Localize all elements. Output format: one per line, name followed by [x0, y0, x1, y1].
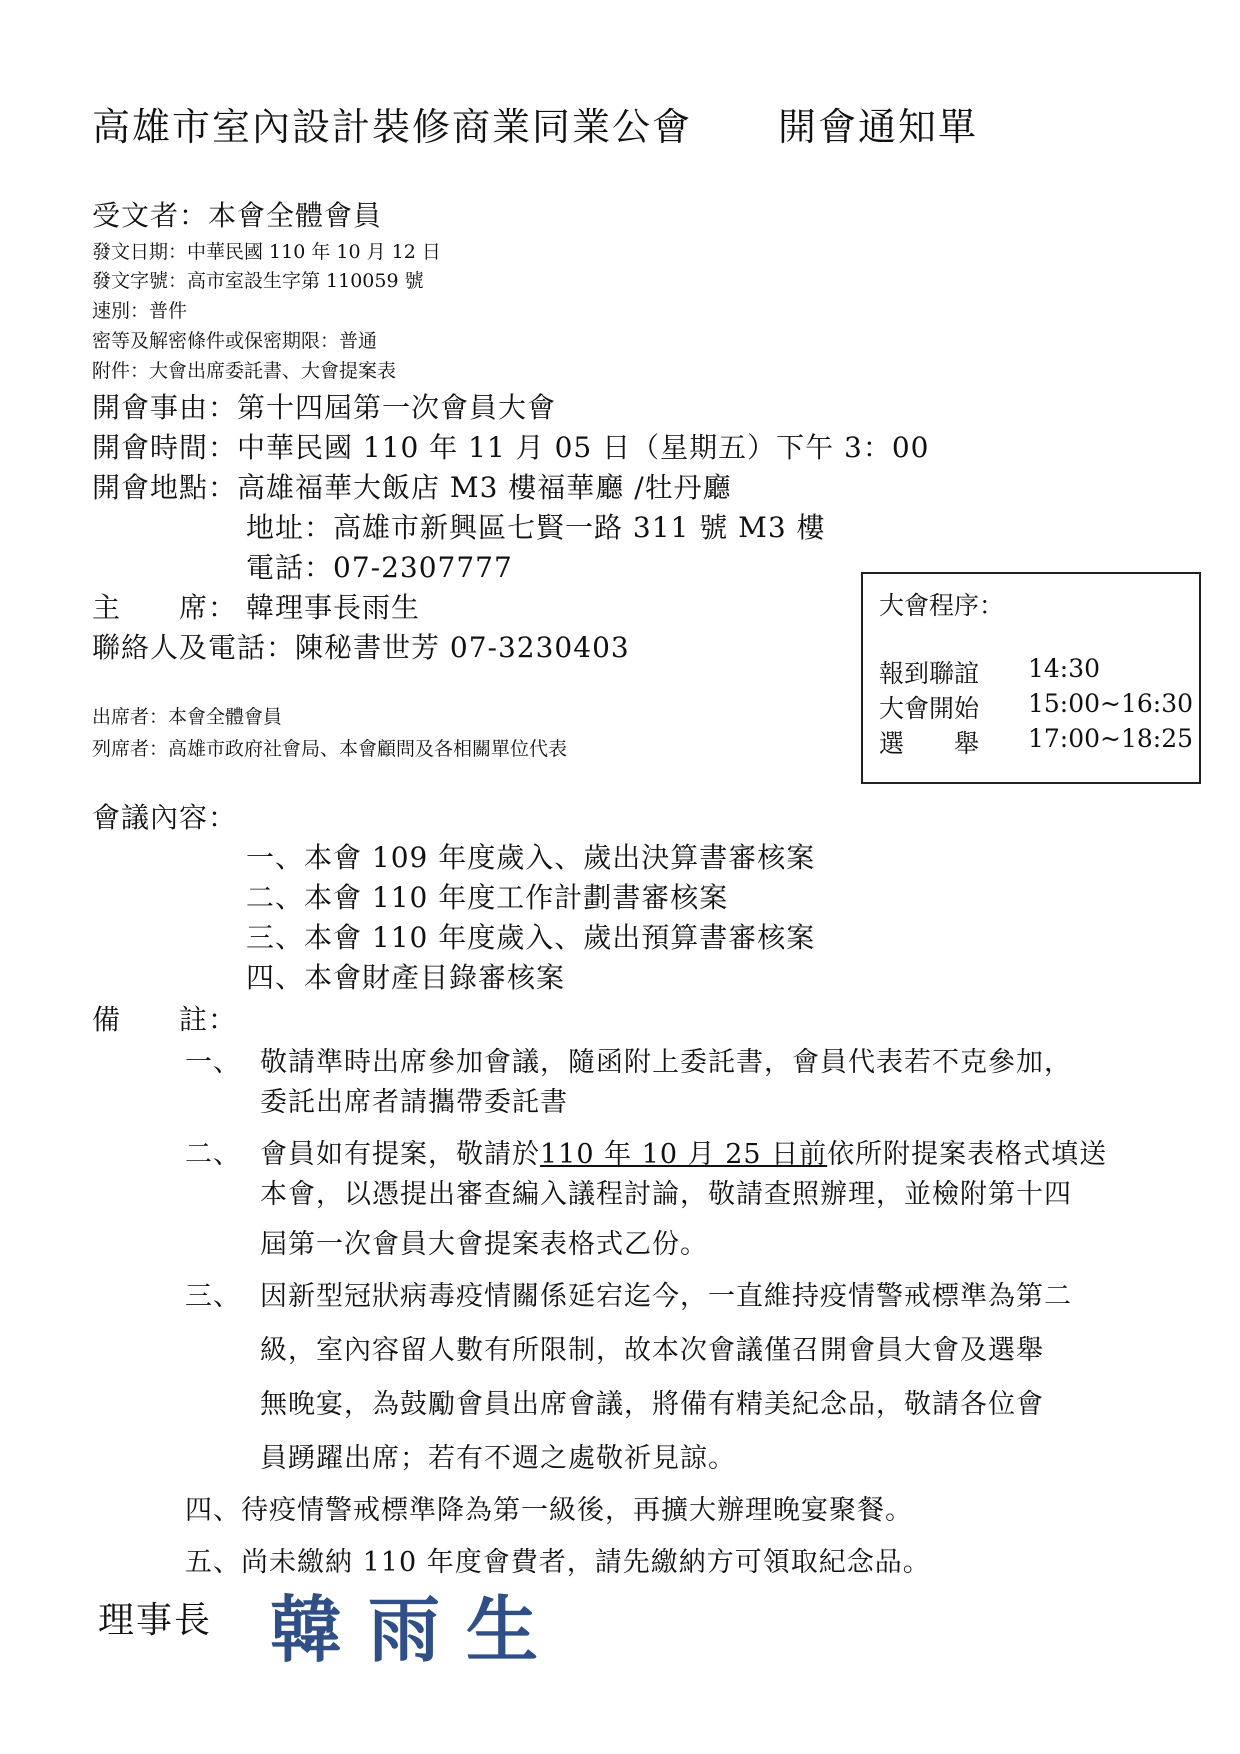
program-item-time: 14:30 — [1028, 654, 1101, 683]
note-line: 員踴躍出席；若有不週之處敬祈見諒。 — [260, 1443, 736, 1474]
meeting-address: 地址：高雄市新興區七賢一路 311 號 M3 樓 — [246, 511, 826, 544]
note-line: 無晚宴，為鼓勵會員出席會議，將備有精美紀念品，敬請各位會 — [260, 1389, 1044, 1420]
program-item-label: 報到聯誼 — [879, 659, 980, 688]
observers: 列席者：高雄市政府社會局、本會顧問及各相關單位代表 — [92, 738, 568, 760]
note-item: 四、待疫情警戒標準降為第一級後，再擴大辦理晚宴聚餐。 — [185, 1495, 913, 1526]
note-line: 屆第一次會員大會提案表格式乙份。 — [260, 1229, 708, 1260]
contact-person: 聯絡人及電話：陳秘書世芳 07-3230403 — [92, 631, 630, 664]
agenda-item: 三、本會 110 年度歲入、歲出預算書審核案 — [246, 921, 816, 954]
recipient: 受文者：本會全體會員 — [92, 199, 383, 232]
organization-name: 高雄市室內設計裝修商業同業公會 — [92, 105, 693, 149]
program-item-label: 大會開始 — [879, 694, 980, 723]
note-number: 二、 — [185, 1139, 241, 1170]
program-item-time: 17:00~18:25 — [1028, 724, 1194, 753]
note-line: 級，室內容留人數有所限制，故本次會議僅召開會員大會及選舉 — [260, 1335, 1044, 1366]
note-line — [260, 1132, 1107, 1171]
note-line: 因新型冠狀病毒疫情關係延宕迄今，一直維持疫情警戒標準為第二 — [260, 1281, 1072, 1312]
document-type: 開會通知單 — [778, 105, 979, 149]
note-line: 本會，以憑提出審查編入議程討論，敬請查照辦理，並檢附第十四 — [260, 1179, 1072, 1210]
note-text: 依所附提案表格式填送 — [827, 1139, 1108, 1170]
attendees: 出席者：本會全體會員 — [92, 706, 283, 728]
reference-number: 發文字號：高市室設生字第 110059 號 — [92, 270, 424, 292]
program-item-time: 15:00~16:30 — [1028, 689, 1194, 718]
deadline-date: 110 年 10 月 25 日前 — [540, 1139, 828, 1170]
chair-label: 主 席： — [92, 591, 238, 624]
speed-category: 速別：普件 — [92, 300, 188, 322]
note-item: 五、尚未繳納 110 年度會費者，請先繳納方可領取紀念品。 — [185, 1547, 931, 1578]
note-line: 委託出席者請攜帶委託書 — [260, 1087, 568, 1118]
secrecy-level: 密等及解密條件或保密期限：普通 — [92, 330, 378, 352]
program-box — [861, 572, 1201, 784]
chair-name: 韓理事長雨生 — [246, 591, 421, 624]
meeting-place: 開會地點：高雄福華大飯店 M3 樓福華廳 /牡丹廳 — [92, 471, 732, 504]
agenda-title: 會議內容： — [92, 801, 238, 834]
program-title: 大會程序： — [879, 591, 1005, 620]
meeting-reason: 開會事由：第十四屆第一次會員大會 — [92, 391, 557, 424]
agenda-item: 二、本會 110 年度工作計劃書審核案 — [246, 881, 729, 914]
agenda-item: 一、本會 109 年度歲入、歲出決算書審核案 — [246, 841, 816, 874]
signature-title: 理事長 — [98, 1600, 213, 1641]
signature-name: 韓雨生 — [270, 1587, 565, 1672]
meeting-phone: 電話：07-2307777 — [246, 551, 513, 584]
note-text: 會員如有提案，敬請於 — [260, 1139, 540, 1170]
issue-date: 發文日期：中華民國 110 年 10 月 12 日 — [92, 241, 441, 263]
agenda-item: 四、本會財產目錄審核案 — [246, 961, 566, 994]
program-item-label: 選 舉 — [879, 729, 980, 758]
note-number: 三、 — [185, 1281, 241, 1312]
notes-title: 備 註： — [92, 1003, 238, 1036]
note-number: 一、 — [185, 1047, 241, 1078]
attachments: 附件：大會出席委託書、大會提案表 — [92, 360, 397, 382]
meeting-time: 開會時間：中華民國 110 年 11 月 05 日（星期五）下午 3：00 — [92, 431, 930, 464]
note-line: 敬請準時出席參加會議，隨函附上委託書，會員代表若不克參加， — [260, 1047, 1072, 1078]
